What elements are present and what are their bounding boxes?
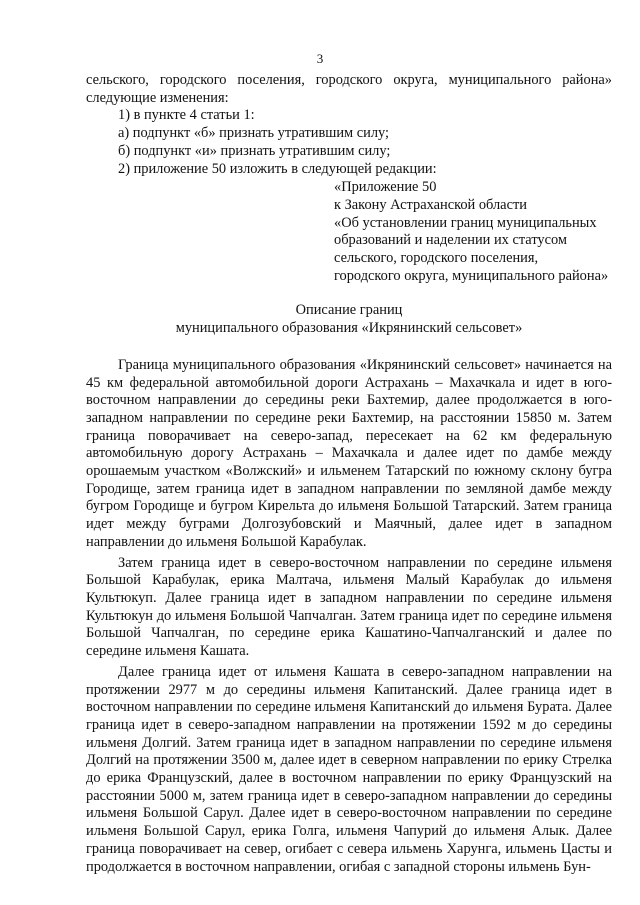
body-paragraph: Затем граница идет в северо-восточном направлении по середине ильменя Большой Карабулак, ерика Малтача, ильменя Малый Карабулак до ильменя Культюкуп. Далее граница идет в западном направлении по середине ильменя Культюкун до ильменя Большой Чапчалган. Затем граница идет по середине ильменя Большой Чапчалган, по середине ерика Кашатино-Чапчалганский и далее по середине ильменя Кашата.	[86, 554, 612, 660]
intro-continuation: сельского, городского поселения, городского округа, муниципального района» следующие изменения:	[86, 72, 612, 106]
amendment-item: 1) в пункте 4 статьи 1:	[118, 107, 255, 124]
heading-line-2: муниципального образования «Икрянинский сельсовет»	[175, 320, 523, 337]
section-heading	[86, 302, 612, 337]
appendix-line: к Закону Астраханской области	[334, 196, 527, 213]
body-paragraph: Граница муниципального образования «Икрянинский сельсовет» начинается на 45 км федеральной автомобильной дороги Астрахань – Махачкала и идет в юго-восточном направлении до середины реки Бахтемир, далее продолжается в юго-западном направлении по середине реки Бахтемир, на расстоянии 15850 м. Затем граница поворачивает на северо-запад, пересекает на 62 км федеральную автомобильную дорогу Астрахань – Махачкала и далее идет по дамбе между орошаемым участком «Волжский» и ильменем Татарский по южному склону бугра Городище, затем граница идет в западном направлении по земляной дамбе между бугром Городище и бугром Кирельта до ильменя Большой Татарский. Затем граница идет между буграми Долгозубовский и Маячный, далее идет в западном направлении до ильменя Большой Карабулак.	[86, 356, 612, 550]
appendix-line: городского округа, муниципального района»	[334, 267, 609, 284]
appendix-line: образований и наделении их статусом	[334, 232, 568, 249]
amendment-item: б) подпункт «и» признать утратившим силу;	[118, 142, 391, 159]
appendix-reference	[334, 179, 612, 285]
body-paragraph: Далее граница идет от ильменя Кашата в северо-западном направлении на протяжении 2977 м до середины ильменя Капитанский. Далее граница идет в восточном направлении по середине ильменя Капитанский до ильменя Бурата. Далее граница идет в северо-западном направлении на протяжении 1592 м до середины ильменя Долгий. Затем граница идет в западном направлении по середине ильменя Долгий на протяжении 3500 м, далее идет в северном направлении по ерику Стрелка до ерика Французский, далее в восточном направлении по ерику Французский на расстоянии 5000 м, затем граница идет в северо-западном направлении до середины ильменя Большой Сарул. Далее идет в северо-восточном направлении по середине ильменя Большой Сарул, ерика Голга, ильменя Чапурий до ильменя Алык. Далее граница поворачивает на север, огибает с севера ильмень Харунга, ильмень Цасты и продолжается в восточном направлении, огибая с западной стороны ильмень Бун-	[86, 663, 612, 875]
amendment-item: а) подпункт «б» признать утратившим силу;	[118, 125, 390, 142]
appendix-line: «Об установлении границ муниципальных	[334, 214, 597, 231]
page-number: 3	[316, 51, 324, 66]
appendix-line: «Приложение 50	[334, 179, 437, 196]
heading-line-1: Описание границ	[295, 302, 403, 319]
document-content	[86, 72, 612, 876]
amendment-item: 2) приложение 50 изложить в следующей редакции:	[118, 160, 437, 177]
appendix-line: сельского, городского поселения,	[334, 250, 539, 267]
